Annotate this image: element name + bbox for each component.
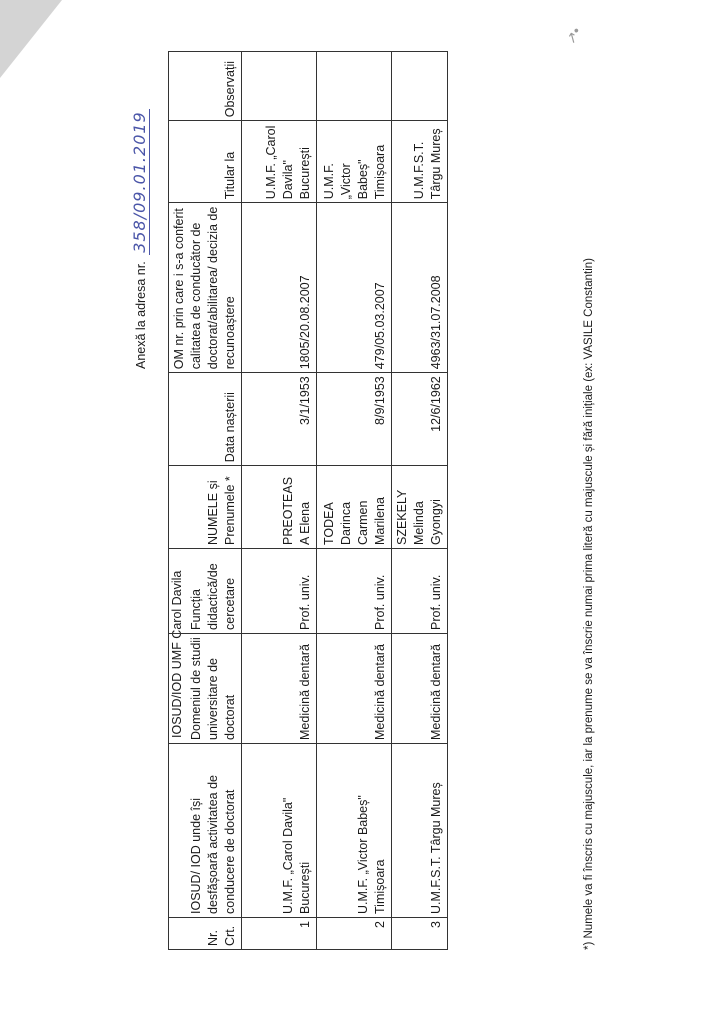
- cell-observatii: [392, 52, 448, 121]
- table-row: [242, 52, 317, 950]
- col-header-data-nasterii: Data nașterii: [169, 373, 242, 466]
- institution-title: IOSUD/IOD UMF Carol Davila: [170, 570, 184, 738]
- col-header-iosud: IOSUD/ IOD unde își desfășoară activitatea de conducere de doctorat: [169, 744, 242, 918]
- col-header-om: OM nr. prin care i s-a conferit calitatea de conducător de doctorat/abilitarea/ decizia de recunoaștere: [169, 203, 242, 373]
- doctoral-supervisors-table: [168, 51, 448, 950]
- cell-functia: Prof. univ.: [392, 549, 448, 634]
- col-header-observatii: Observații: [169, 52, 242, 121]
- cell-observatii: [317, 52, 392, 121]
- cell-domeniu: Medicină dentară: [317, 634, 392, 744]
- cell-titular: U.M.F. „Carol Davila" București: [242, 121, 317, 203]
- table-header-row: [169, 52, 242, 950]
- cell-titular: U.M.F.S.T. Târgu Mureș: [392, 121, 448, 203]
- cell-data-nasterii: 8/9/1953: [317, 373, 392, 466]
- cell-data-nasterii: 12/6/1962: [392, 373, 448, 466]
- cell-om: 4963/31.07.2008: [392, 203, 448, 373]
- col-header-titular: Titular la: [169, 121, 242, 203]
- cell-nr: 2: [317, 918, 392, 950]
- cell-nr: 1: [242, 918, 317, 950]
- annex-handwritten-number: 358/09.01.2019: [130, 111, 149, 253]
- footnote: *) Numele va fi înscris cu majuscule, iar la prenume se va înscrie numai prima literă cu majuscule și fără inițiale (ex: VASILE Constantin): [583, 258, 595, 950]
- col-header-nume: NUMELE și Prenumele *: [169, 466, 242, 549]
- cell-nr: 3: [392, 918, 448, 950]
- cell-nume: SZEKELY Melinda Gyongyi: [392, 466, 448, 549]
- cell-data-nasterii: 3/1/1953: [242, 373, 317, 466]
- cell-functia: Prof. univ.: [242, 549, 317, 634]
- table-row: [392, 52, 448, 950]
- scan-mark-icon: ↗•: [561, 24, 585, 47]
- col-header-nr: Nr. Crt.: [169, 918, 242, 950]
- annex-reference: [130, 109, 149, 369]
- col-header-functia: Funcția didactică/de cercetare: [169, 549, 242, 634]
- cell-iosud: U.M.F. „Carol Davila" București: [242, 744, 317, 918]
- cell-domeniu: Medicină dentară: [392, 634, 448, 744]
- cell-iosud: U.M.F. „Victor Babeș" Timișoara: [317, 744, 392, 918]
- annex-label: Anexă la adresa nr.: [134, 261, 148, 369]
- cell-nume: TODEA Darinca Carmen Marilena: [317, 466, 392, 549]
- cell-om: 479/05.03.2007: [317, 203, 392, 373]
- cell-nume: PREOTEASA Elena: [242, 466, 317, 549]
- col-header-domeniu: Domeniul de studii universitare de doctorat: [169, 634, 242, 744]
- cell-titular: U.M.F. „Victor Babeș" Timișoara: [317, 121, 392, 203]
- cell-observatii: [242, 52, 317, 121]
- cell-iosud: U.M.F.S.T. Târgu Mureș: [392, 744, 448, 918]
- cell-om: 1805/20.08.2007: [242, 203, 317, 373]
- table-row: [317, 52, 392, 950]
- cell-domeniu: Medicină dentară: [242, 634, 317, 744]
- cell-functia: Prof. univ.: [317, 549, 392, 634]
